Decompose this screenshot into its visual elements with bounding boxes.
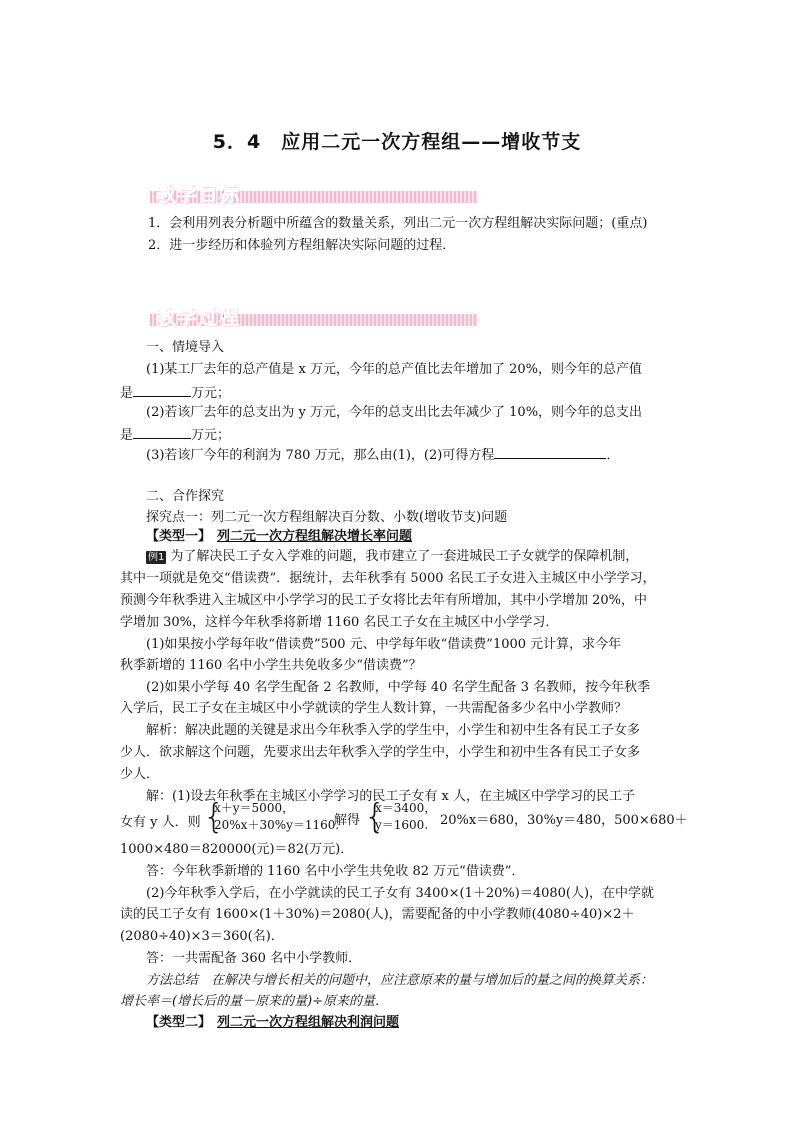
answer-blank [494,444,606,459]
intro-q1-line2 [120,382,230,404]
explore-point1: 探究点一：列二元一次方程组解决百分数、小数(增收节支)问题 [146,510,508,525]
type2-heading [146,1013,399,1033]
intro-q2-prefix: 是 [120,428,134,443]
solution2-line3: (2080÷40)×3＝360(名)． [120,929,284,944]
answer-1: 答：今年秋季新增的 1160 名中小学生共免收 82 万元“借读费”． [146,864,525,879]
method-summary-line2: 增长率＝(增长后的量－原来的量)÷原来的量． [120,994,389,1009]
type1-title: 列二元一次方程组解决增长率问题 [217,529,413,544]
type2-tag: 【类型二】 [146,1015,212,1030]
intro-q3-text: (3)若该厂今年的利润为 780 万元，那么由(1)，(2)可得方程 [146,448,495,463]
system-1-eq2: 20%x＋30%y＝1160. [214,818,340,832]
solution-solve-word: 解得 [334,813,361,828]
process-banner [150,305,478,331]
example-q1-line1: (1)如果按小学每年收“借读费”500 元、中学每年收“借读费”1000 元计算，求今年 [146,637,622,652]
type1-heading [146,527,412,547]
analysis-line2: 少人．欲求解这个问题，先要求出去年秋季入学的学生中，小学生和初中生各有民工子女多 [120,745,641,760]
explore-heading: 二、合作探究 [146,489,225,504]
system-2-eq1: x＝3400， [375,801,437,815]
intro-q3-suffix: ． [606,448,620,463]
type2-title: 列二元一次方程组解决利润问题 [217,1015,400,1030]
intro-q1-suffix: 万元； [191,386,231,401]
intro-heading: 一、情境导入 [146,340,225,355]
example-line-3: 预测今年秋季进入主城区中小学学习的民工子女将比去年有所增加，其中小学增加 20%，中 [120,593,648,608]
analysis-line3: 少人． [120,767,160,782]
system-1-eq1: x＋y＝5000， [214,801,295,815]
example-text: 为了解决民工子女入学难的问题，我市建立了一套进城民工子女就学的保障机制， [170,549,639,564]
system-brace: { [364,797,386,837]
example-line-1 [146,547,638,567]
page-title: 5．4 应用二元一次方程组——增收节支 [212,131,582,153]
example-line-4: 学增加 30%，这样今年秋季将新增 1160 名民工子女在主城区中小学学习． [120,615,559,630]
example-q2-line1: (2)如果小学每 40 名学生配备 2 名教师，中学每 40 名学生配备 3 名教师，按今年秋季 [146,680,651,695]
goals-heading: 教学目标 [156,182,240,206]
intro-q3 [146,444,619,466]
type1-tag: 【类型一】 [146,529,212,544]
method-summary-line1: 方法总结 在解决与增长相关的问题中，应注意原来的量与增加后的量之间的换算关系： [146,973,654,988]
example-line-2: 其中一项就是免交“借读费”．据统计，去年秋季有 5000 名民工子女进入主城区中小学学习， [120,571,656,586]
solution2-line1: (2)今年秋季入学后，在小学就读的民工子女有 3400×(1＋20%)＝4080(人)，在中学就 [146,886,655,901]
analysis-line1: 解析：解决此题的关键是求出今年秋季入学的学生中，小学生和初中生各有民工子女多 [146,723,641,738]
example-q2-line2: 入学后，民工子女在主城区中小学就读的学生人数计算，一共需配备多少名中小学教师？ [120,701,628,716]
solution2-line2: 读的民工子女有 1600×(1＋30%)＝2080(人)，需要配备的中小学教师(4080÷40)×2＋ [120,907,635,922]
solution-line3: 1000×480＝820000(元)＝82(万元)． [120,842,354,857]
intro-q1-prefix: 是 [120,386,134,401]
intro-q2-suffix: 万元； [191,428,231,443]
system-brace: { [203,797,225,837]
intro-q1-line1: (1)某工厂去年的总产值是 x 万元，今年的总产值比去年增加了 20%，则今年的总产值 [146,362,643,377]
answer-blank [133,382,191,397]
goal-item-2: 2．进一步经历和体验列方程组解决实际问题的过程． [148,238,456,253]
example-tag: 例1 [148,552,165,563]
goal-item-1: 1．会利用列表分析题中所蕴含的数量关系，列出二元一次方程组解决实际问题；(重点) [148,216,648,231]
solution-line2-prefix: 女有 y 人．则 [120,815,201,830]
intro-q2-line1: (2)若该厂去年的总支出为 y 万元，今年的总支出比去年减少了 10%，则今年的总支出 [146,405,643,420]
intro-q2-line2 [120,424,230,446]
process-heading: 教学过程 [156,305,240,329]
example-q1-line2: 秋季新增的 1160 名中小学生共免收多少“借读费”？ [120,658,422,673]
solution-line2-suffix: 20%x＝680，30%y＝480，500×680＋ [440,813,688,828]
answer-2: 答：一共需配备 360 名中小学教师． [146,951,362,966]
answer-blank [133,424,191,439]
solution-line1: 解：(1)设去年秋季在主城区小学学习的民工子女有 x 人，在主城区中学学习的民工子 [146,789,636,804]
system-2-eq2: y＝1600. [375,818,429,832]
goals-banner [150,182,478,208]
